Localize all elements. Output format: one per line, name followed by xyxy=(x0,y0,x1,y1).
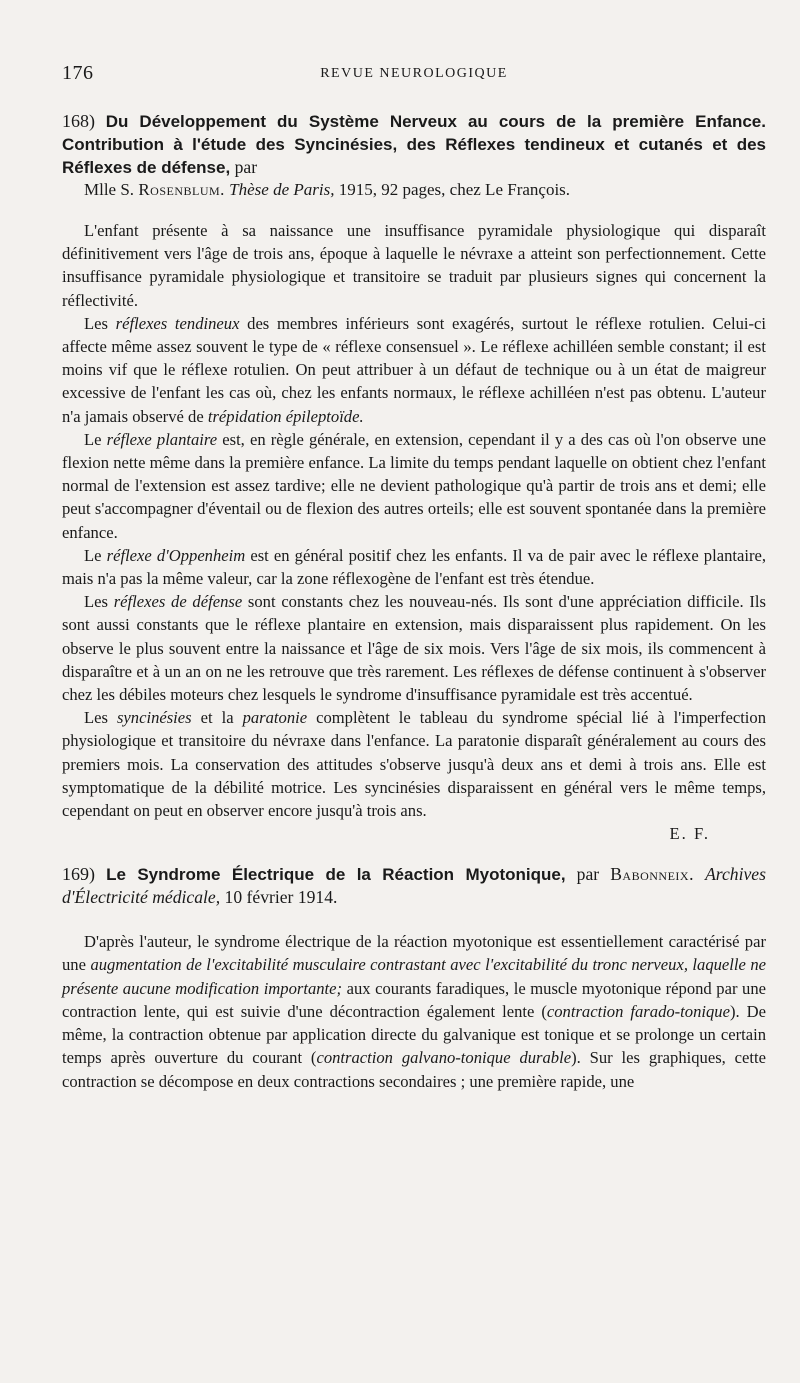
article-168-author-prefix: Mlle S. xyxy=(84,180,135,199)
article-169-heading xyxy=(62,863,766,908)
paragraph xyxy=(62,706,766,822)
article-168-heading xyxy=(62,110,766,179)
italic-text: réflexe plantaire xyxy=(106,429,218,449)
text: sont constants chez les nouveau-nés. Ils sont d'une appréciation difficile. Ils sont aussi constants que le réflexe plantaire en extension, mais disparaissent plus rapidement. On les observe le plus souvent entre la naissance et l'âge de six mois. Vers l'âge de six mois, ils commencent à disparaître et à un an on ne les retrouve que très rarement. Les réflexes de défense continuent à s'observer chez les débiles moteurs chez lesquels le syndrome d'insuffisance pyramidale est très accentué. xyxy=(62,592,766,705)
text: des membres inférieurs sont exagérés, surtout le réflexe rotulien. Celui-ci affecte même assez souvent le type de « réflexe consensuel ». Le réflexe achilléen semble constant; il est moins vif que le réflexe rotulien. On peut attribuer à un défaut de technique ou à un état de maigreur excessive de l'enfant les cas où, chez les enfants normaux, le réflexe achilléen n'est pas obtenu. L'auteur n'a jamais observé de xyxy=(62,313,767,426)
article-169-source: Archives d'Électricité médicale, xyxy=(62,864,766,908)
italic-text: augmentation de l'excitabilité musculaire contrastant avec l'excitabilité du tronc nerveux, laquelle ne présente aucune modification importante; xyxy=(62,955,766,998)
text: et la xyxy=(200,708,234,728)
article-169-title: Le Syndrome Électrique de la Réaction Myotonique, xyxy=(106,865,566,885)
paragraph xyxy=(62,219,766,312)
text: L'enfant présente à sa naissance une insuffisance pyramidale physiologique qui disparaît définitivement vers l'âge de trois ans, époque à laquelle le névraxe a atteint son perfectionnement. Cette insuffisance pyramidale physiologique et transitoire se traduit par plusieurs signes qui concernent la réflectivité. xyxy=(62,221,766,310)
article-168-details: 1915, 92 pages, chez Le François. xyxy=(338,180,571,199)
italic-text: contraction farado-tonique xyxy=(546,1001,730,1021)
article-169-details: 10 février 1914. xyxy=(224,887,338,908)
article-168-citation xyxy=(84,179,766,201)
italic-text: contraction galvano-tonique durable xyxy=(316,1048,572,1068)
paragraph xyxy=(62,930,766,1092)
text: aux courants faradiques, le muscle myotonique répond par une contraction lente, qui est suivie d'une décontraction également lente ( xyxy=(62,978,766,1021)
text: Les xyxy=(84,592,108,612)
italic-text: trépidation épileptoïde. xyxy=(207,406,364,426)
italic-text: paratonie xyxy=(242,708,308,728)
text: est, en règle générale, en extension, cependant il y a des cas où l'on observe une flexion nette même dans la première enfance. La limite du temps pendant laquelle on obtient chez l'enfant normal de l'extension est assez tardive; elle ne devient pathologique qu'à partir de trois ans et demi; elle peut s'accompagner d'éventail ou de flexion des autres orteils; elle est souvent spontanée dans la première enfance. xyxy=(62,429,766,542)
italic-text: réflexes de défense xyxy=(113,592,243,612)
article-169-number: 169) xyxy=(62,864,95,885)
text: Les xyxy=(84,708,108,728)
article-168-signature: E. F. xyxy=(669,824,710,844)
article-169-by: par xyxy=(576,864,600,885)
text: complètent le tableau du syndrome spécial lié à l'imperfection physiologique et transitoire du névraxe dans l'enfance. La paratonie disparaît généralement au cours des premiers mois. La conservation des attitudes s'observe jusqu'à deux ans et demi à trois ans. Elle est symptomatique de la débilité motrice. Les syncinésies disparaissent en général vers le même temps, cependant on peut en observer encore jusqu'à trois ans. xyxy=(62,708,767,821)
text: Le xyxy=(84,545,102,565)
text: ). Sur les graphiques, cette contraction se décompose en deux contractions secondaires ; une première rapide, une xyxy=(62,1048,766,1091)
paragraph xyxy=(62,544,766,590)
text: Le xyxy=(84,429,102,449)
article-168-number: 168) xyxy=(62,111,95,131)
page xyxy=(62,62,766,1093)
text: Les xyxy=(84,313,108,333)
text: ). De même, la contraction obtenue par application directe du galvanique est tonique et se prolonge un certain temps après ouverture du courant ( xyxy=(62,1001,766,1068)
running-head xyxy=(62,62,766,92)
text: est en général positif chez les enfants. Il va de pair avec le réflexe plantaire, mais n'a pas la même valeur, car la zone réflexogène de l'enfant est très étendue. xyxy=(62,545,767,589)
article-168-author: Rosenblum. xyxy=(138,180,225,199)
page-number: 176 xyxy=(62,62,94,84)
article-168-body xyxy=(62,219,766,822)
text: D'après l'auteur, le syndrome électrique de la réaction myotonique est essentiellement caractérisé par une xyxy=(62,932,766,975)
paragraph xyxy=(62,590,766,706)
article-168-by: par xyxy=(234,157,258,177)
paragraph xyxy=(62,428,766,544)
article-169-author: Babonneix. xyxy=(610,864,694,885)
italic-text: syncinésies xyxy=(116,708,192,728)
paragraph xyxy=(62,312,766,428)
article-169-body xyxy=(62,930,766,1092)
italic-text: réflexe d'Oppenheim xyxy=(106,545,246,565)
article-168-title: Du Développement du Système Nerveux au cours de la première Enfance. Contribution à l'étude des Syncinésies, des Réflexes tendineux et cutanés et des Réflexes de défense, xyxy=(62,112,766,177)
article-168-source: Thèse de Paris, xyxy=(229,180,335,199)
italic-text: réflexes tendineux xyxy=(115,313,240,333)
journal-title: REVUE NEUROLOGIQUE xyxy=(320,66,508,81)
